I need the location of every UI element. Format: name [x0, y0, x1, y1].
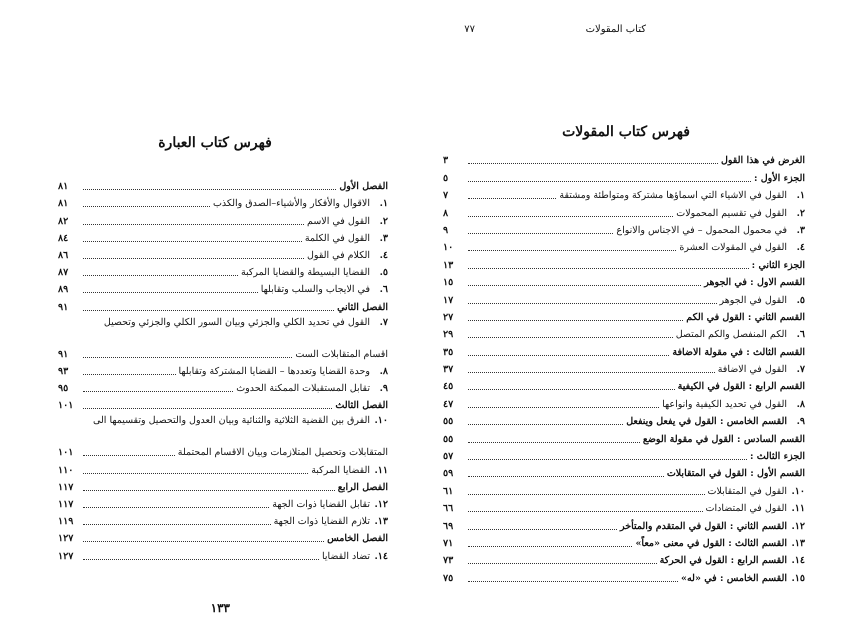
dot-leader — [468, 389, 675, 390]
toc-entry-page: ٩١ — [58, 301, 69, 313]
toc-entry-page: ٦٩ — [443, 520, 454, 532]
toc-entry-page: ٢٩ — [443, 329, 454, 341]
toc-entry — [58, 314, 388, 344]
toc-entry-number: ٨. — [796, 398, 805, 410]
toc-entry-page: ٣٥ — [443, 346, 454, 358]
toc-entry-page: ٤٥ — [443, 381, 454, 393]
toc-entry-text: تقابل القضايا ذوات الجهة — [272, 499, 370, 510]
toc-entry-text: القول في تحديد الكيفية وانواعها — [662, 398, 787, 410]
left-toc-list — [58, 176, 388, 563]
toc-entry-text: الفصل الرابع — [337, 481, 388, 493]
toc-entry-page: ١١٧ — [58, 481, 74, 493]
toc-entry-text: القسم السادس : القول في مقولة الوضع — [642, 433, 805, 445]
dot-leader — [468, 355, 669, 356]
toc-entry-text: الفصل الثاني — [337, 301, 388, 313]
toc-entry-number: ١٠. — [374, 415, 388, 427]
dot-leader — [468, 494, 705, 495]
dot-leader — [468, 320, 683, 321]
toc-entry-page: ٥٥ — [443, 433, 454, 445]
toc-entry-page: ١١٠ — [58, 464, 74, 476]
toc-entry — [58, 511, 388, 528]
dot-leader — [468, 303, 717, 304]
right-toc-list — [443, 150, 805, 585]
toc-entry-text: الكلام في القول — [307, 249, 370, 261]
toc-entry — [443, 515, 805, 532]
toc-entry-text: القضايا البسيطة والقضايا المركبة — [240, 267, 370, 279]
toc-entry-text: القول في الاسم — [307, 215, 370, 227]
toc-entry-page: ١٠١ — [58, 400, 74, 412]
toc-entry-text: القسم الخامس : القول في يفعل وينفعل — [626, 416, 787, 428]
dot-leader — [83, 206, 210, 207]
dot-leader — [83, 391, 233, 392]
toc-entry-number: ٤. — [796, 242, 805, 254]
toc-entry-text: في الايجاب والسلب وتقابلها — [260, 284, 370, 296]
dot-leader — [468, 337, 673, 338]
dot-leader — [83, 455, 175, 456]
toc-entry — [58, 361, 388, 378]
toc-entry-page: ١٣ — [443, 259, 454, 271]
toc-entry-page: ٨ — [443, 207, 449, 219]
dot-leader — [468, 529, 617, 530]
toc-entry-text: الفصل الثالث — [335, 400, 388, 412]
toc-entry-number: ١٤. — [374, 550, 388, 562]
toc-entry-page: ٨١ — [58, 181, 69, 193]
dot-leader — [468, 233, 613, 234]
toc-entry-page: ٧ — [443, 190, 449, 202]
dot-leader — [83, 408, 332, 409]
toc-entry-text: القسم الرابع : القول في الحركة — [659, 555, 787, 567]
toc-entry-text: القسم الرابع : القول في الكيفية — [677, 381, 805, 393]
toc-entry-text: الجزء الثالث : — [749, 451, 805, 463]
toc-entry-text: الفرق بين القضية الثلاثية والثنائية وبيان العدول والتحصيل وتقسيمها الى — [92, 415, 370, 427]
toc-entry — [58, 210, 388, 227]
toc-entry — [443, 480, 805, 497]
dot-leader — [83, 357, 292, 358]
toc-entry-page: ٩٥ — [58, 383, 69, 395]
toc-entry-number: ١٤. — [791, 555, 805, 567]
toc-entry-text: الفصل الخامس — [327, 533, 388, 545]
toc-entry-text: الاقوال والأفكار والأشياء–الصدق والكذب — [212, 198, 370, 210]
dot-leader — [468, 250, 676, 251]
toc-entry-page: ٨٦ — [58, 249, 69, 261]
toc-entry-page: ٧٣ — [443, 555, 454, 567]
dot-leader — [83, 490, 335, 491]
toc-entry-text: القول في الاشياء التي اسماؤها مشتركة ومتواطئة ومشتقة — [559, 190, 787, 202]
toc-entry — [443, 307, 805, 324]
toc-entry-page: ١١٩ — [58, 516, 74, 528]
toc-entry-number: ٦. — [796, 329, 805, 341]
toc-entry-text: القول في المتضادات — [705, 503, 787, 515]
toc-entry — [443, 237, 805, 254]
dot-leader — [468, 511, 703, 512]
dot-leader — [83, 224, 304, 225]
dot-leader — [468, 424, 623, 425]
toc-entry-text: الجزء الأول : — [753, 172, 805, 184]
toc-entry — [443, 359, 805, 376]
toc-entry — [58, 477, 388, 494]
toc-entry — [58, 545, 388, 562]
toc-entry-page: ٥٩ — [443, 468, 454, 480]
toc-entry — [443, 567, 805, 584]
dot-leader — [468, 459, 747, 460]
toc-entry-page: ١٢٧ — [58, 550, 74, 562]
right-page — [420, 0, 841, 639]
toc-entry — [443, 289, 805, 306]
dot-leader — [468, 163, 718, 164]
dot-leader — [83, 473, 308, 474]
dot-leader — [468, 268, 749, 269]
toc-entry — [58, 412, 388, 442]
toc-entry-text: القول في الكلمة — [304, 232, 370, 244]
dot-leader — [468, 563, 657, 564]
toc-entry — [443, 272, 805, 289]
toc-entry — [443, 341, 805, 358]
toc-entry-text: الغرض في هذا القول — [720, 155, 805, 167]
toc-entry — [58, 494, 388, 511]
toc-entry — [443, 376, 805, 393]
dot-leader — [468, 442, 640, 443]
toc-entry-number: ١. — [379, 198, 388, 210]
toc-entry-page: ٩ — [443, 224, 449, 236]
toc-entry-text: القسم الثاني : القول في المتقدم والمتأخر — [619, 520, 787, 532]
toc-entry-number: ٧. — [379, 316, 388, 328]
dot-leader — [83, 292, 258, 293]
toc-entry-page: ٨٢ — [58, 215, 69, 227]
toc-entry-page: ٥ — [443, 172, 449, 184]
toc-entry-page: ٣ — [443, 155, 449, 167]
toc-entry — [58, 442, 388, 459]
toc-entry — [58, 378, 388, 395]
toc-entry-text: تضاد القضايا — [321, 550, 370, 562]
dot-leader — [468, 285, 701, 286]
dot-leader — [83, 258, 304, 259]
dot-leader — [83, 189, 336, 190]
toc-entry — [58, 279, 388, 296]
dot-leader — [83, 310, 334, 311]
toc-entry-text: القضايا المركبة — [311, 464, 370, 476]
toc-entry-number: ٣. — [796, 224, 805, 236]
toc-entry-page: ٦٦ — [443, 503, 454, 515]
toc-entry-number: ٥. — [796, 294, 805, 306]
toc-entry — [443, 220, 805, 237]
toc-entry-text: القول في الجوهر — [719, 294, 787, 306]
toc-entry-page: ١٠١ — [58, 447, 74, 459]
toc-entry — [443, 185, 805, 202]
toc-entry-number: ١١. — [374, 464, 388, 476]
toc-entry — [58, 228, 388, 245]
dot-leader — [468, 546, 632, 547]
toc-entry-number: ٤. — [379, 249, 388, 261]
toc-entry-text: في محمول المحمول – في الاجناس والانواع — [616, 224, 787, 236]
toc-entry — [58, 193, 388, 210]
toc-entry-page: ١٠ — [443, 242, 454, 254]
toc-entry — [443, 167, 805, 184]
toc-entry-page: ٧١ — [443, 537, 454, 549]
toc-entry-page: ٧٥ — [443, 572, 454, 584]
toc-entry-page: ٩٣ — [58, 365, 69, 377]
toc-entry — [443, 446, 805, 463]
toc-entry — [443, 150, 805, 167]
toc-entry-page: ١٢٧ — [58, 533, 74, 545]
toc-entry-text: تلازم القضايا ذوات الجهة — [273, 516, 370, 528]
toc-entry — [58, 245, 388, 262]
toc-entry-text: القول في تقسيم المحمولات — [676, 207, 787, 219]
toc-entry-text: الكم المنفصل والكم المتصل — [675, 329, 787, 341]
toc-entry-number: ٧. — [796, 364, 805, 376]
toc-entry-text: القسم الثالث : في مقولة الاضافة — [672, 346, 805, 358]
dot-leader — [83, 559, 319, 560]
dot-leader — [83, 524, 271, 525]
toc-entry-page: ١٥ — [443, 277, 454, 289]
toc-entry-page: ٨٩ — [58, 284, 69, 296]
toc-entry-number: ٢. — [796, 207, 805, 219]
toc-entry-page: ٨٧ — [58, 267, 69, 279]
toc-entry-text: القسم الأول : القول في المتقابلات — [666, 468, 805, 480]
dot-leader — [83, 241, 302, 242]
toc-entry-text: القسم الاول : في الجوهر — [704, 277, 805, 289]
toc-entry — [443, 463, 805, 480]
toc-entry — [443, 411, 805, 428]
dot-leader — [468, 216, 673, 217]
toc-entry — [443, 533, 805, 550]
toc-entry-text: الجزء الثاني : — [751, 259, 805, 271]
toc-entry-number: ١٠. — [791, 485, 805, 497]
toc-entry — [58, 262, 388, 279]
toc-entry-page: ٥٧ — [443, 451, 454, 463]
running-head-title: كتاب المقولات — [585, 24, 646, 35]
toc-entry-number: ١٢. — [791, 520, 805, 532]
toc-entry-page: ٩١ — [58, 348, 69, 360]
left-toc-title: فهرس كتاب العبارة — [158, 135, 272, 151]
toc-entry-text: القسم الثالث : القول في معنى «معاً» — [635, 537, 787, 549]
toc-entry — [58, 395, 388, 412]
dot-leader — [468, 407, 659, 408]
toc-entry-number: ١٣. — [374, 516, 388, 528]
right-toc-title: فهرس كتاب المقولات — [562, 124, 690, 140]
toc-entry — [58, 528, 388, 545]
toc-entry — [58, 459, 388, 476]
toc-entry-number: ٩. — [379, 383, 388, 395]
toc-entry-page: ١١٧ — [58, 499, 74, 510]
toc-entry-number: ١١. — [791, 503, 805, 515]
dot-leader — [468, 372, 715, 373]
dot-leader — [83, 275, 238, 276]
toc-entry-page: ٦١ — [443, 485, 454, 497]
toc-entry — [58, 344, 388, 361]
dot-leader — [468, 181, 751, 182]
toc-entry-page: ٤٧ — [443, 398, 454, 410]
toc-entry-page: ٣٧ — [443, 364, 454, 376]
toc-entry — [443, 550, 805, 567]
dot-leader — [83, 541, 324, 542]
toc-entry-number: ٣. — [379, 232, 388, 244]
toc-entry — [443, 498, 805, 515]
toc-entry — [58, 176, 388, 193]
toc-entry — [443, 393, 805, 410]
dot-leader — [83, 374, 176, 375]
toc-entry-text: تقابل المستقبلات الممكنة الحدوث — [236, 383, 370, 395]
toc-entry-number: ٢. — [379, 215, 388, 227]
toc-entry-number: ٩. — [796, 416, 805, 428]
toc-entry — [443, 202, 805, 219]
dot-leader — [468, 198, 556, 199]
toc-entry-text: القول في الاضافة — [717, 364, 787, 376]
toc-entry-text: اقسام المتقابلات الست — [295, 348, 388, 360]
toc-entry — [58, 296, 388, 313]
dot-leader — [468, 476, 664, 477]
toc-entry-text: القسم الخامس : في «له» — [681, 572, 787, 584]
toc-entry-number: ١. — [796, 190, 805, 202]
toc-entry-page: ١٧ — [443, 294, 454, 306]
toc-entry-text: الفصل الأول — [339, 181, 388, 193]
toc-entry-text: القول في تحديد الكلي والجزئي وبيان السور الكلي والجزئي وتحصيل — [103, 316, 370, 328]
left-page — [0, 0, 420, 639]
toc-entry-text: القول في المتقابلات — [707, 485, 787, 497]
toc-entry — [443, 254, 805, 271]
toc-entry-text: القول في المقولات العشرة — [679, 242, 787, 254]
toc-entry-page: ٥٥ — [443, 416, 454, 428]
toc-entry-number: ٦. — [379, 284, 388, 296]
running-head-number: ٧٧ — [464, 24, 475, 35]
dot-leader — [468, 581, 678, 582]
left-page-number: ١٣٣ — [210, 601, 230, 615]
toc-entry-number: ١٢. — [374, 499, 388, 510]
toc-entry — [443, 324, 805, 341]
toc-entry-text: المتقابلات وتحصيل المتلازمات وبيان الاقسام المحتملة — [177, 447, 388, 459]
toc-entry-page: ٨٤ — [58, 232, 69, 244]
toc-entry-text: وحدة القضايا وتعددها – القضايا المشتركة وتقابلها — [178, 365, 370, 377]
toc-entry-number: ١٥. — [791, 572, 805, 584]
toc-entry-number: ٥. — [379, 267, 388, 279]
toc-entry-page: ٢٧ — [443, 311, 454, 323]
toc-entry-number: ٨. — [379, 365, 388, 377]
toc-entry-page: ٨١ — [58, 198, 69, 210]
toc-entry-text: القسم الثاني : القول في الكم — [686, 311, 805, 323]
dot-leader — [83, 507, 269, 508]
toc-entry — [443, 428, 805, 445]
toc-entry-number: ١٣. — [791, 537, 805, 549]
